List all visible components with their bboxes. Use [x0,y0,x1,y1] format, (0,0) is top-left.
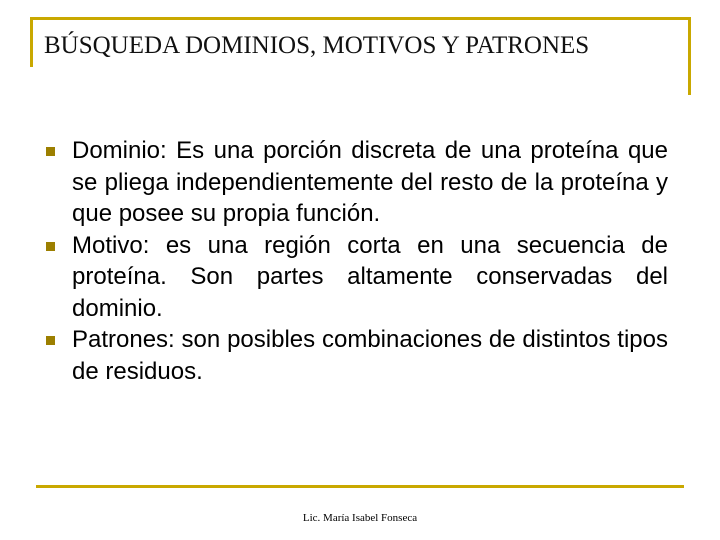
bullet-item-motivo [66,230,668,325]
slide-footer: Lic. María Isabel Fonseca [302,512,418,524]
square-bullet-icon [46,336,55,345]
square-bullet-icon [46,147,55,156]
bullet-item-dominio [66,135,668,230]
frame-line-top [30,17,691,20]
bullet-item-patrones [66,324,668,387]
square-bullet-icon [46,242,55,251]
bullet-text: Motivo: es una región corta en una secuencia de proteína. Son partes altamente conservadas del dominio. [72,231,668,322]
frame-line-bottom [36,485,684,488]
slide-title: BÚSQUEDA DOMINIOS, MOTIVOS Y PATRONES [44,32,590,59]
bullet-text: Patrones: son posibles combinaciones de distintos tipos de residuos. [72,326,668,385]
frame-line-left [30,17,33,67]
frame-line-right [688,17,691,95]
bullet-text: Dominio: Es una porción discreta de una proteína que se pliega independientemente del resto de la proteína y que posee su propia función. [72,137,668,227]
bullet-list [66,135,668,387]
